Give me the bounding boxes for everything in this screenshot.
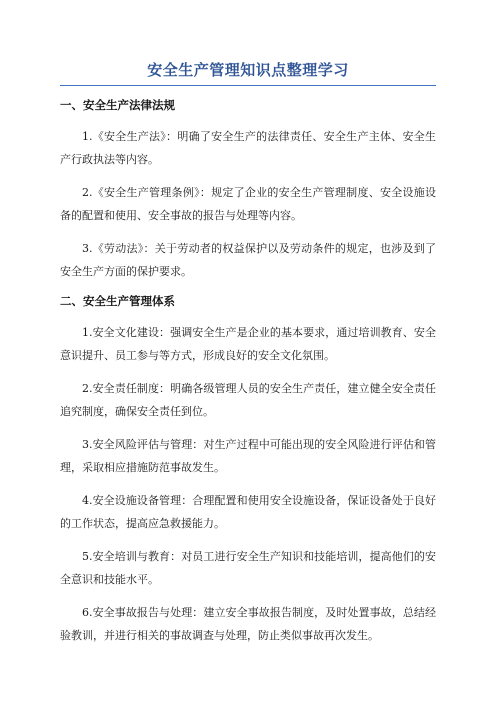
paragraph: 1.《安全生产法》：明确了安全生产的法律责任、安全生产主体、安全生产行政执法等内容。: [60, 130, 436, 166]
paragraph: 3.安全风险评估与管理：对生产过程中可能出现的安全风险进行评估和管理，采取相应措施防范事故发生。: [60, 438, 436, 474]
paragraph: 6.安全事故报告与处理：建立安全事故报告制度，及时处置事故，总结经验教训，并进行相关的事故调查与处理，防止类似事故再次发生。: [60, 606, 436, 642]
section-laws: [60, 97, 436, 283]
document-body: [60, 97, 436, 657]
paragraph: 5.安全培训与教育：对员工进行安全生产知识和技能培训，提高他们的安全意识和技能水平。: [60, 550, 436, 586]
paragraph: 3.《劳动法》：关于劳动者的权益保护以及劳动条件的规定，也涉及到了安全生产方面的保护要求。: [60, 242, 436, 278]
paragraph: 2.《安全生产管理条例》：规定了企业的安全生产管理制度、安全设施设备的配置和使用、安全事故的报告与处理等内容。: [60, 186, 436, 222]
document-title: 安全生产管理知识点整理学习: [147, 61, 349, 79]
title-divider: [60, 85, 436, 86]
paragraph: 2.安全责任制度：明确各级管理人员的安全生产责任，建立健全安全责任追究制度，确保安全责任到位。: [60, 382, 436, 418]
section-heading: 二、安全生产管理体系: [60, 294, 175, 308]
section-heading: 一、安全生产法律法规: [60, 98, 175, 112]
section-management-system: [60, 293, 436, 647]
paragraph: 4.安全设施设备管理：合理配置和使用安全设施设备，保证设备处于良好的工作状态，提高应急救援能力。: [60, 494, 436, 530]
paragraph: 1.安全文化建设：强调安全生产是企业的基本要求，通过培训教育、安全意识提升、员工参与等方式，形成良好的安全文化氛围。: [60, 326, 436, 362]
